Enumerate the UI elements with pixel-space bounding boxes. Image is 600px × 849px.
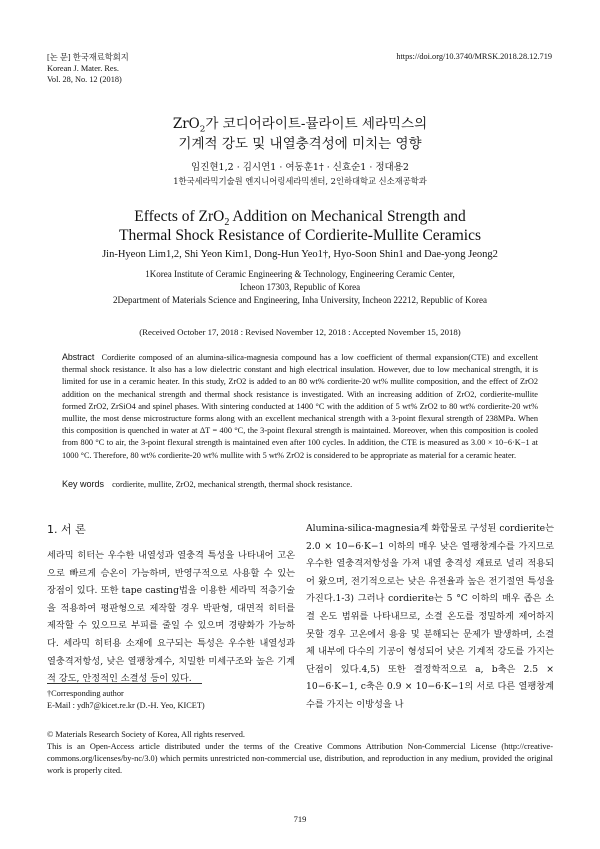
korean-authors: 임진현1,2 · 김시연1 · 여동훈1† · 신효순1 · 정대용2 xyxy=(191,162,409,173)
keywords xyxy=(62,479,352,489)
body-column-right: Alumina-silica-magnesia계 화합물로 구성된 cordierite는 2.0 × 10−6·K−1 이하의 매우 낮은 열팽창계수를 가지므로 우수한 열충격저항성을 가져 내열 충격성 재료로 널리 적용되어 왔으며, 전기적으로는 낮은 유전율과 높은 전기절연 특성을 가진다.1-3) 그러나 cordierite는 5 °C 이하의 매우 좁은 소결 온도 범위를 나타내므로, 소결 온도를 정밀하게 제어하지 못할 경우 고온에서 용융 및 분해되는 문제가 발생하며, 소결체 내부에 다수의 기공이 형성되어 낮은 기계적 강도를 가지는 단점이 있다.4,5) 또한 결정학적으로 a, b축은 2.5 × 10−6·K−1, c축은 0.9 × 10−6·K−1의 서로 다른 열팽창계수를 가지는 이방성을 나 xyxy=(306,523,554,710)
abstract-label: Abstract xyxy=(62,352,95,362)
license-notice: © Materials Research Society of Korea, All rights reserved. This is an Open-Access article distributed under the terms of the Creative Commons Attribution Non-Commercial License (http://creative-commons.org/licenses/by-nc/3.0) which permits unrestricted non-commercial use, distribution, and reproduction in any medium, provided the original work is properly cited. xyxy=(47,730,553,775)
keywords-text: cordierite, mullite, ZrO2, mechanical strength, thermal shock resistance. xyxy=(112,480,353,489)
journal-header xyxy=(47,52,129,85)
korean-affiliation: 1한국세라믹기술원 엔지니어링세라믹센터, 2인하대학교 신소재공학과 xyxy=(173,176,427,186)
keywords-label: Key words xyxy=(62,479,105,489)
body-column-left: 세라믹 히터는 우수한 내열성과 열충격 특성을 나타내어 고온으로 빠르게 승온이 가능하며, 반영구적으로 사용할 수 있는 장점이 있다. 또한 tape casting법을 이용한 세라믹 적층기술을 적용하여 평판형으로 제작할 경우 박판형, 대면적 히터를 제작할 수 있으므로 부피를 줄일 수 있으며 경량화가 가능하다. 세라믹 히터용 소재에 요구되는 특성은 우수한 내열성과 열충격저항성, 낮은 열팽창계수, 치밀한 미세구조와 높은 기계적 강도, 안정적인 소결성 등이 있다. xyxy=(47,550,295,685)
journal-english-name: Korean J. Mater. Res. xyxy=(47,64,119,73)
korean-title: ZrO$_2$가 코디어라이트-뮬라이트 세라믹스의 기계적 강도 및 내열충격성에 미치는 영향 xyxy=(172,116,428,152)
english-authors: Jin-Hyeon Lim1,2, Shi Yeon Kim1, Dong-Hun Yeo1†, Hyo-Soon Shin1 and Dae-yong Jeong2 xyxy=(102,249,498,260)
english-title: Effects of ZrO$_2$ Addition on Mechanical Strength and Thermal Shock Resistance of Cordierite-Mullite Ceramics xyxy=(119,208,481,244)
received-dates: (Received October 17, 2018 : Revised November 12, 2018 : Accepted November 15, 2018) xyxy=(139,327,461,337)
page-number: 719 xyxy=(293,814,307,824)
journal-volume: Vol. 28, No. 12 (2018) xyxy=(47,75,122,84)
corresponding-author-footnote: †Corresponding author E-Mail : ydh7@kicet.re.kr (D.-H. Yeo, KICET) xyxy=(47,689,205,710)
abstract-text: Cordierite composed of an alumina-silica-magnesia compound has a low coefficient of thermal expansion(CTE) and excellent thermal shock resistance. It also has a low dielectric constant and high electrical insulation. However, due to low mechanical strength, it is limited for use in a ceramic heater. In this study, ZrO2 is added to an 80 wt% cordierite-20 wt% mullite composition, and the effect of ZrO2 addition on the mechanical strength and thermal shock resistance is investigated. With an increasing addition of ZrO2, cordierite-mullite formed ZrO2, ZrSiO4 and spinel phases. With sintering conducted at 1400 °C with the addition of 5 wt% ZrO2 to 80 wt% cordierite-20 wt% mullite, the most dense microstructure forms along with an excellent mechanical strength with a 3-point flexural strength of 238MPa. When this composition is quenched in water at ΔT = 400 °C, the 3-point flexural strength is maintained. Moreover, when this composition is cooled from 800 °C to air, the 3-point flexural strength is maintained even after 100 cycles. In addition, the CTE is measured as 3.00 × 10−6·K−1 at 1000 °C. Therefore, 80 wt% cordierite-20 wt% mullite with 5 wt% ZrO2 is considered to be appropriate as material for a ceramic heater. xyxy=(62,353,538,460)
abstract xyxy=(62,351,538,462)
doi-link[interactable]: https://doi.org/10.3740/MRSK.2018.28.12.719 xyxy=(396,52,552,61)
section-heading: 1. 서 론 xyxy=(47,523,86,536)
english-affiliation: 1Korea Institute of Ceramic Engineering & Technology, Engineering Ceramic Center, Icheon 17303, Republic of Korea 2Department of Materials Science and Engineering, Inha University, Incheon 22212, Republic of Korea xyxy=(112,269,488,305)
footnote-divider xyxy=(47,683,202,684)
journal-korean-name: [논 문] 한국재료학회지 xyxy=(47,53,129,62)
